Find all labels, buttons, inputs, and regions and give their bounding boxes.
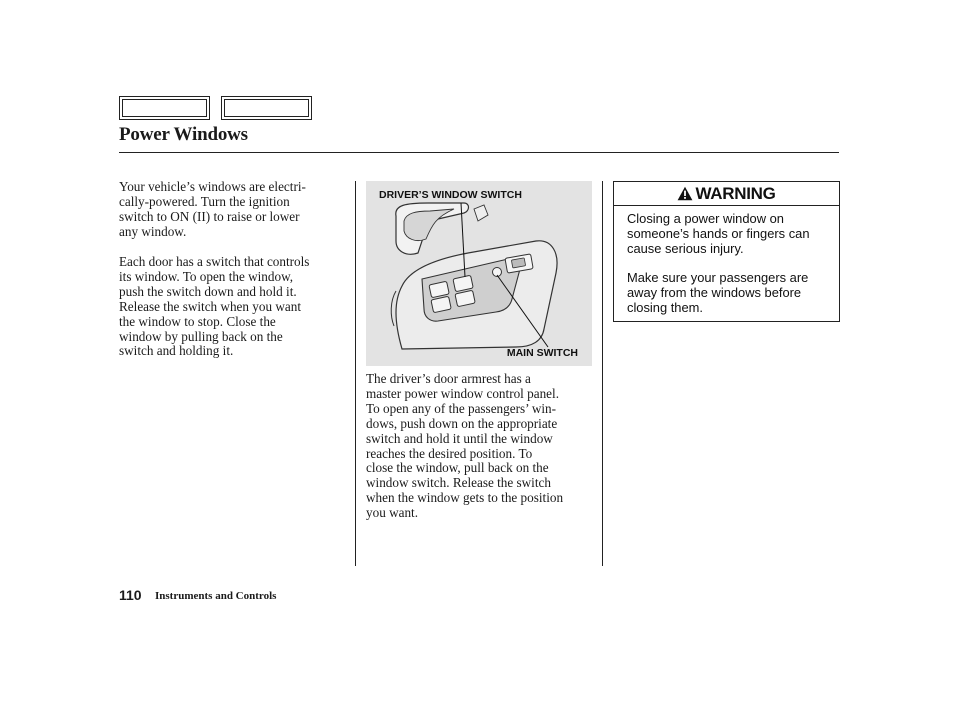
driver-switch-illustration <box>366 181 592 366</box>
warning-injury-text: Closing a power window on someone’s hands or fingers can cause serious injury. <box>627 211 810 256</box>
warning-triangle-icon <box>677 186 693 201</box>
column-divider-left <box>355 181 356 566</box>
armrest-drawing <box>366 181 592 366</box>
master-panel-paragraph: The driver’s door armrest has a master power window control panel. To open any of the passengers’ win- dows, push down on the appropriate switch and hold it until the window reaches the desired position. To close the window, pull back on the window switch. Release the switch when the window gets to the position you want. <box>366 371 564 521</box>
warning-header <box>614 182 839 206</box>
section-name: Instruments and Controls <box>155 590 277 602</box>
next-page-button[interactable] <box>221 96 312 120</box>
warning-passengers-text: Make sure your passengers are away from the windows before closing them. <box>627 270 809 315</box>
column-divider-right <box>602 181 603 566</box>
page-title: Power Windows <box>119 124 248 145</box>
main-switch-label: MAIN SWITCH <box>506 347 578 359</box>
driver-window-switch-label: DRIVER’S WINDOW SWITCH <box>379 189 522 201</box>
warning-box <box>613 181 840 322</box>
previous-page-button[interactable] <box>119 96 210 120</box>
page-number: 110 <box>119 587 142 603</box>
title-divider <box>119 152 839 153</box>
door-switch-paragraph: Each door has a switch that controls its window. To open the window, push the switch down and hold it. Release the switch when you want the window to stop. Close the window by pulling back on the switch and holding it. <box>119 254 310 359</box>
intro-paragraph: Your vehicle’s windows are electri- cally-powered. Turn the ignition switch to ON (II) to raise or lower any window. <box>119 179 306 239</box>
warning-title: WARNING <box>695 183 776 203</box>
